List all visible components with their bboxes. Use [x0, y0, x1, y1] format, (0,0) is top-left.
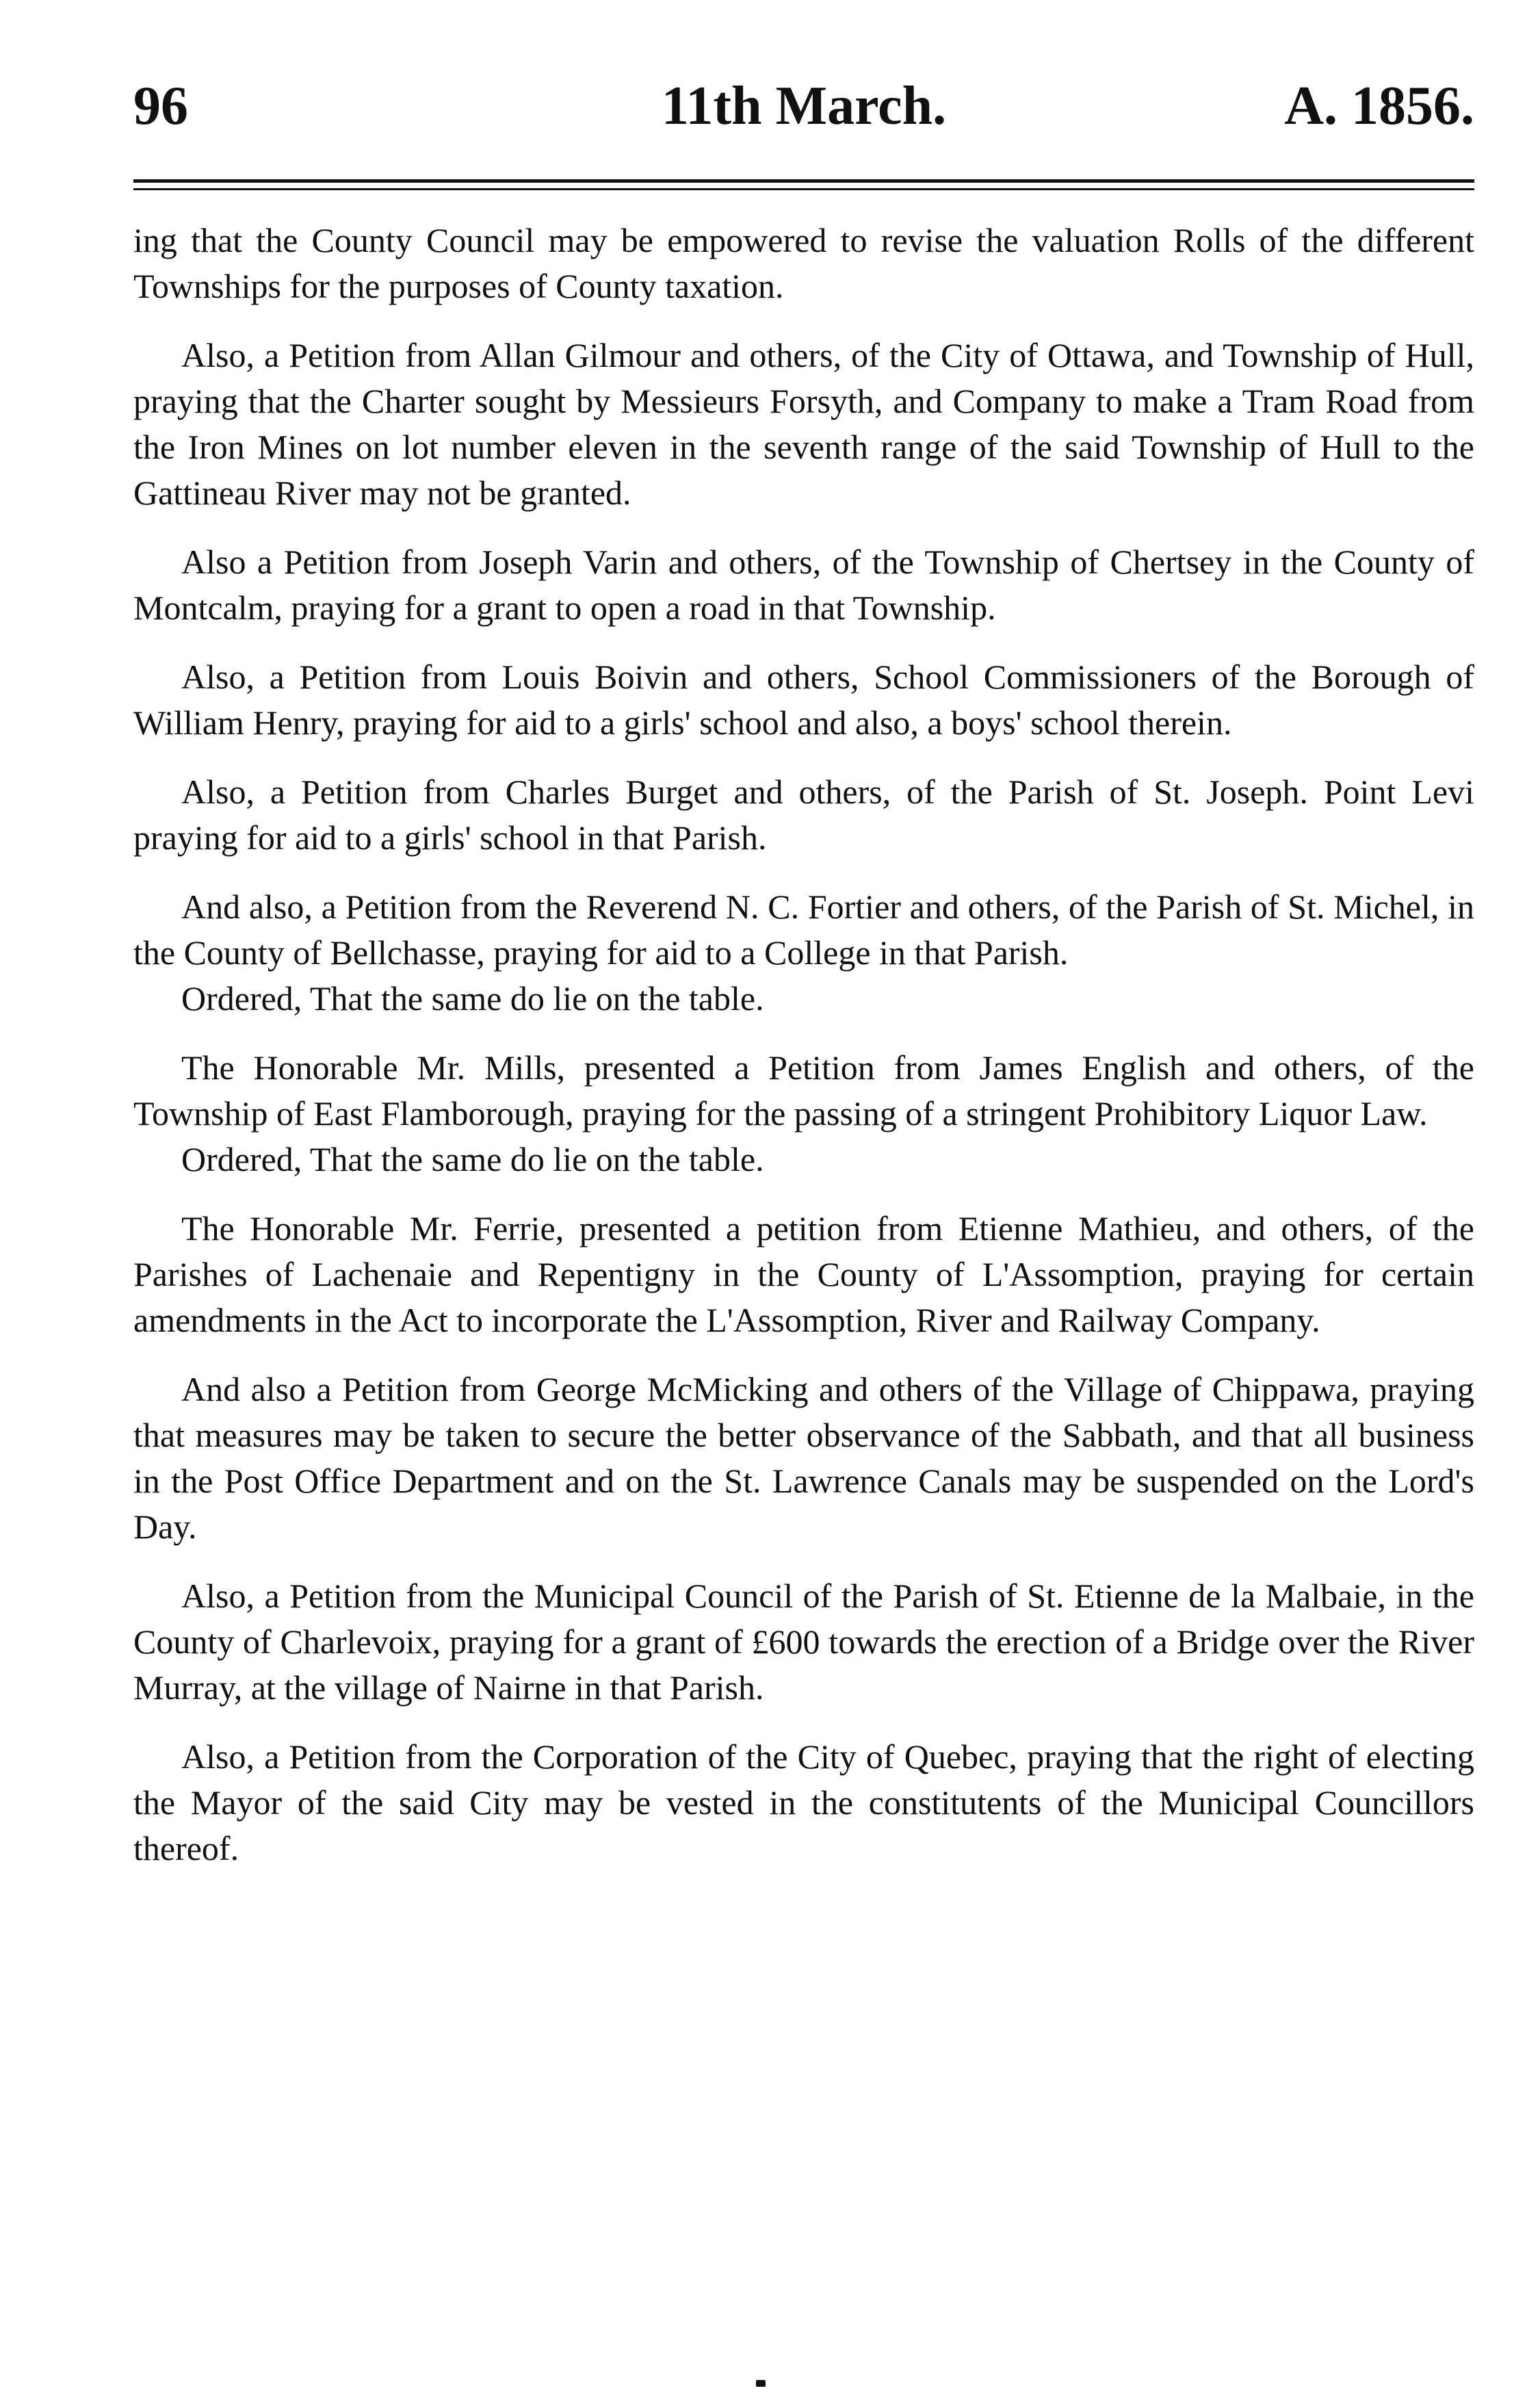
paragraph-petition-fortier: And also, a Petition from the Reverend N. C. Fortier and others, of the Parish of St. Michel, in the County of Bellchasse, praying for aid to a College in that Parish.	[133, 888, 1474, 972]
page-date-heading: 11th March.	[661, 76, 947, 136]
header-rule-thin	[133, 188, 1474, 190]
page-header	[133, 68, 1474, 144]
paragraph-continuation: ing that the County Council may be empowered to revise the valuation Rolls of the different Townships for the purposes of County taxation.	[133, 221, 1474, 305]
paragraph-petition-mcmicking: And also a Petition from George McMicking and others of the Village of Chippawa, praying that measures may be taken to secure the better observance of the Sabbath, and that all business in the Post Office Department and on the St. Lawrence Canals may be suspended on the Lord's Day.	[133, 1370, 1474, 1546]
page-number: 96	[133, 76, 188, 136]
paragraph-petition-quebec: Also, a Petition from the Corporation of the City of Quebec, praying that the right of electing the Mayor of the said City may be vested in the constitutents of the Municipal Councillors thereof.	[133, 1737, 1474, 1867]
paragraph-petition-english: The Honorable Mr. Mills, presented a Petition from James English and others, of the Township of East Flamborough, praying for the passing of a stringent Prohibitory Liquor Law.	[133, 1048, 1474, 1133]
header-rule-thick	[133, 179, 1474, 183]
order-lie-on-table: Ordered, That the same do lie on the table.	[181, 979, 764, 1018]
page-year: A. 1856.	[1284, 76, 1474, 136]
document-body	[133, 218, 1474, 1895]
paragraph-petition-mathieu: The Honorable Mr. Ferrie, presented a petition from Etienne Mathieu, and others, of the Parishes of Lachenaie and Repentigny in the County of L'Assomption, praying for certain amendments in the Act to incorporate the L'Assomption, River and Railway Company.	[133, 1209, 1474, 1339]
paragraph-petition-gilmour: Also, a Petition from Allan Gilmour and others, of the City of Ottawa, and Township of Hull, praying that the Charter sought by Messieurs Forsyth, and Company to make a Tram Road from the Iron Mines on lot number eleven in the seventh range of the said Township of Hull to the Gattineau River may not be granted.	[133, 336, 1474, 512]
paragraph-petition-malbaie: Also, a Petition from the Municipal Council of the Parish of St. Etienne de la Malbaie, in the County of Charlevoix, praying for a grant of £600 towards the erection of a Bridge over the River Murray, at the village of Nairne in that Parish.	[133, 1577, 1474, 1707]
paragraph-petition-varin: Also a Petition from Joseph Varin and others, of the Township of Chertsey in the County of Montcalm, praying for a grant to open a road in that Township.	[133, 543, 1474, 627]
order-lie-on-table-2: Ordered, That the same do lie on the table.	[181, 1140, 764, 1178]
paragraph-petition-boivin: Also, a Petition from Louis Boivin and others, School Commissioners of the Borough of William Henry, praying for aid to a girls' school and also, a boys' school therein.	[133, 658, 1474, 742]
page-ink-mark	[756, 2380, 766, 2387]
paragraph-petition-burget: Also, a Petition from Charles Burget and others, of the Parish of St. Joseph. Point Levi praying for aid to a girls' school in that Parish.	[133, 773, 1474, 857]
